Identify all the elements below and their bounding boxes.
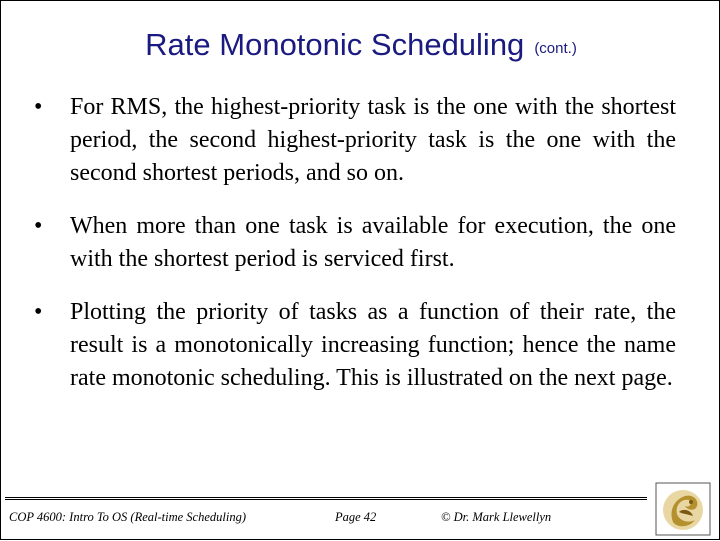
bullet-text: Plotting the priority of tasks as a function of their rate, the result is a monotonically increasing function; hence the name rate monotonic scheduling. This is illustrated on the next page. [70, 299, 676, 391]
bullet-marker: • [34, 94, 43, 120]
footer [1, 497, 651, 535]
bullet-item [34, 91, 676, 190]
footer-course: COP 4600: Intro To OS (Real-time Scheduling) [9, 510, 247, 524]
bullet-text: When more than one task is available for execution, the one with the shortest period is serviced first. [70, 213, 676, 272]
slide-title [1, 27, 720, 63]
bullet-marker: • [34, 213, 43, 239]
bullet-item [34, 296, 676, 395]
slide-title-main: Rate Monotonic Scheduling [145, 27, 525, 62]
bullet-text: For RMS, the highest-priority task is the one with the shortest period, the second highest-priority task is the one with the second shortest periods, and so on. [70, 94, 676, 186]
footer-copyright: © Dr. Mark Llewellyn [441, 510, 552, 524]
bullet-list [34, 91, 676, 415]
bullet-marker: • [34, 299, 43, 325]
bullet-item [34, 210, 676, 276]
footer-rule [5, 497, 647, 500]
pegasus-logo-icon [655, 482, 711, 536]
slide-title-suffix: (cont.) [534, 40, 577, 57]
footer-page: Page 42 [335, 510, 377, 524]
